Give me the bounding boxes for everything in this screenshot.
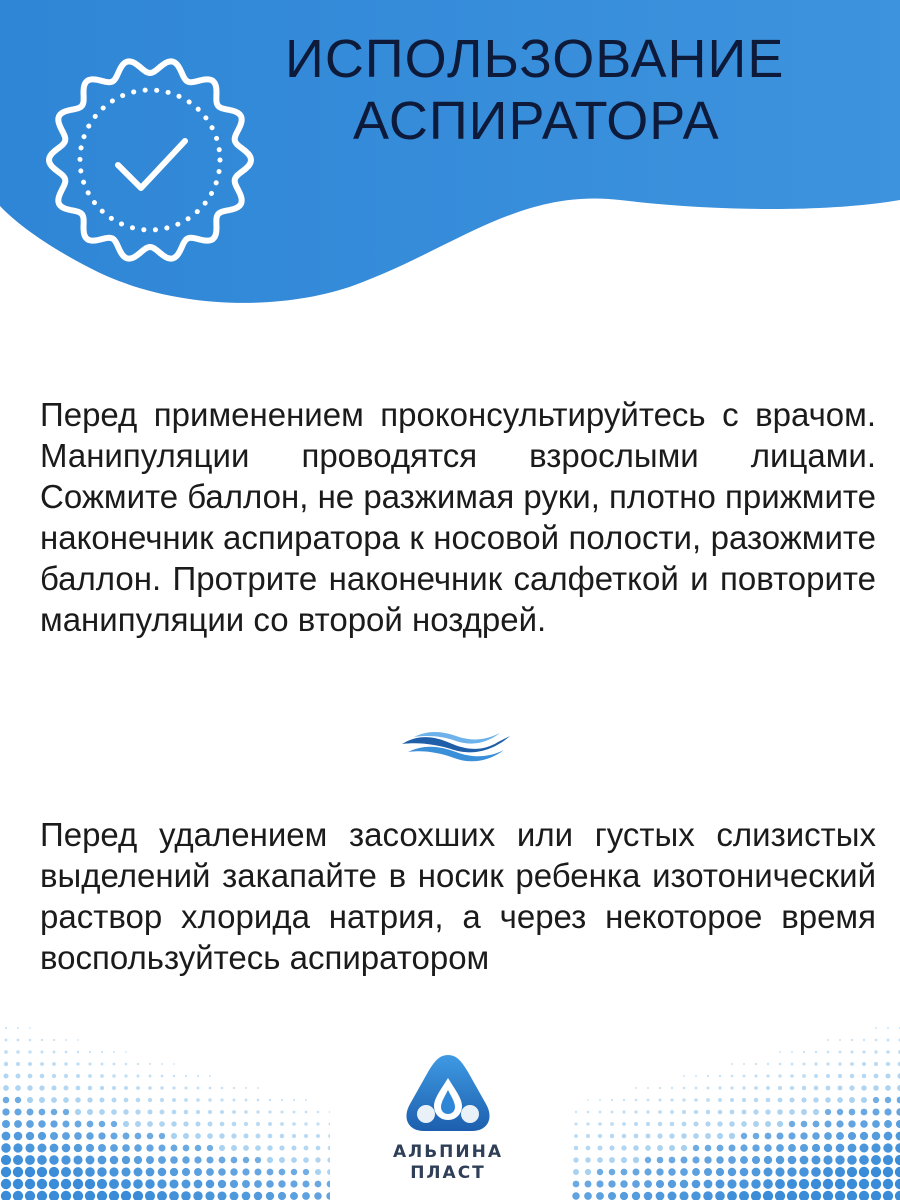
water-drop-logo-icon [402, 1052, 494, 1134]
brand-name-line-2: ПЛАСТ [410, 1163, 486, 1183]
title-line-2: АСПИРАТОРА [353, 91, 720, 151]
checkmark-seal-icon [40, 55, 260, 265]
page-title [285, 28, 885, 152]
halftone-dots-left [0, 1010, 330, 1200]
title-line-1: ИСПОЛЬЗОВАНИЕ [285, 29, 785, 89]
wave-divider-icon [400, 724, 512, 764]
halftone-dots-right [570, 1010, 900, 1200]
brand-name-line-1: АЛЬПИНА [392, 1142, 504, 1162]
instruction-paragraph-1: Перед применением проконсультируйтесь с врачом. Манипуляции проводятся взрослыми лицами. Сожмите баллон, не разжимая руки, плотно прижмите наконечник аспиратора к носовой полости, разожмите баллон. Протрите наконечник салфеткой и повторите манипуляции со второй ноздрей. [40, 396, 876, 638]
brand-name [378, 1142, 518, 1184]
instruction-paragraph-2: Перед удалением засохших или густых слизистых выделений закапайте в носик ребенка изотонический раствор хлорида натрия, а через некоторое время воспользуйтесь аспиратором [40, 816, 876, 976]
brand-logo [378, 1052, 518, 1200]
